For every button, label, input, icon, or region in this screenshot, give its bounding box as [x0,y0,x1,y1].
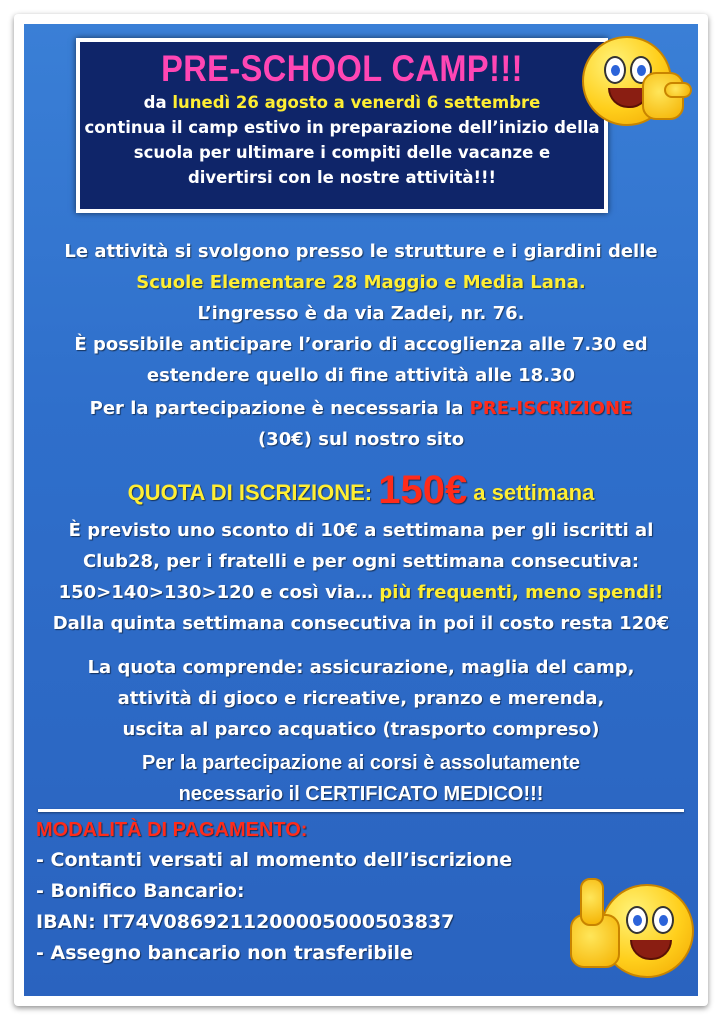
preiscrizione-section: Per la partecipazione è necessaria la PRE-ISCRIZIONE (30€) sul nostro sito [89,398,633,450]
divider [38,809,684,812]
sconto-section: È previsto uno sconto di 10€ a settimana per gli iscritti al Club28, per i fratelli e per ogni settimana consecutiva: 150>140>130>120 e così via… più frequenti, meno spendi! Dalla quinta settimana consecutiva in poi il costo resta 120€ [52,520,670,634]
info-line-4: È possibile anticipare l’orario di accoglienza alle 7.30 ed [74,334,648,355]
header-line-2: continua il camp estivo in preparazione dell’inizio della [84,118,600,137]
quota-line: QUOTA DI ISCRIZIONE: 150€ a settimana [127,468,595,512]
info-line-1: Le attività si svolgono presso le strutture e i giardini delle [64,241,658,262]
dates-highlight: lunedì 26 agosto a venerdì 6 settembre [172,93,541,112]
list-item: - Bonifico Bancario: [36,880,245,902]
preiscrizione-highlight: PRE-ISCRIZIONE [469,398,633,419]
schools-line: Scuole Elementare 28 Maggio e Media Lana. [136,272,586,293]
thumbs-up-smiley-icon [564,862,694,982]
info-section [24,236,698,391]
sconto-highlight: più frequenti, meno spendi! [379,582,664,603]
certificato-section: Per la partecipazione ai corsi è assolutamente necessario il CERTIFICATO MEDICO!!! [142,752,580,805]
payment-list [36,845,512,969]
comprende-section: La quota comprende: assicurazione, maglia del camp, attività di gioco e ricreative, pranzo e merenda, uscita al parco acquatico (trasporto compreso) [87,657,635,740]
list-item: IBAN: IT74V0869211200005000503837 [36,911,455,933]
dates-line: da lunedì 26 agosto a venerdì 6 settembre [143,93,541,112]
pointing-smiley-icon [580,32,690,132]
header-line-3: scuola per ultimare i compiti delle vacanze e [133,143,551,162]
list-item: - Assegno bancario non trasferibile [36,942,413,964]
price: 150€ [378,468,468,512]
list-item: - Contanti versati al momento dell’iscrizione [36,849,513,871]
poster [24,24,698,996]
entrance-line: L’ingresso è da via Zadei, nr. 76. [197,303,525,324]
poster-frame [14,14,708,1006]
header-line-4: divertirsi con le nostre attività!!! [187,168,497,187]
payment-title: MODALITÀ DI PAGAMENTO: [36,819,308,841]
header-box [76,38,608,213]
page-title: PRE-SCHOOL CAMP!!! [161,48,523,89]
info-line-5: estendere quello di fine attività alle 18.30 [146,365,576,386]
